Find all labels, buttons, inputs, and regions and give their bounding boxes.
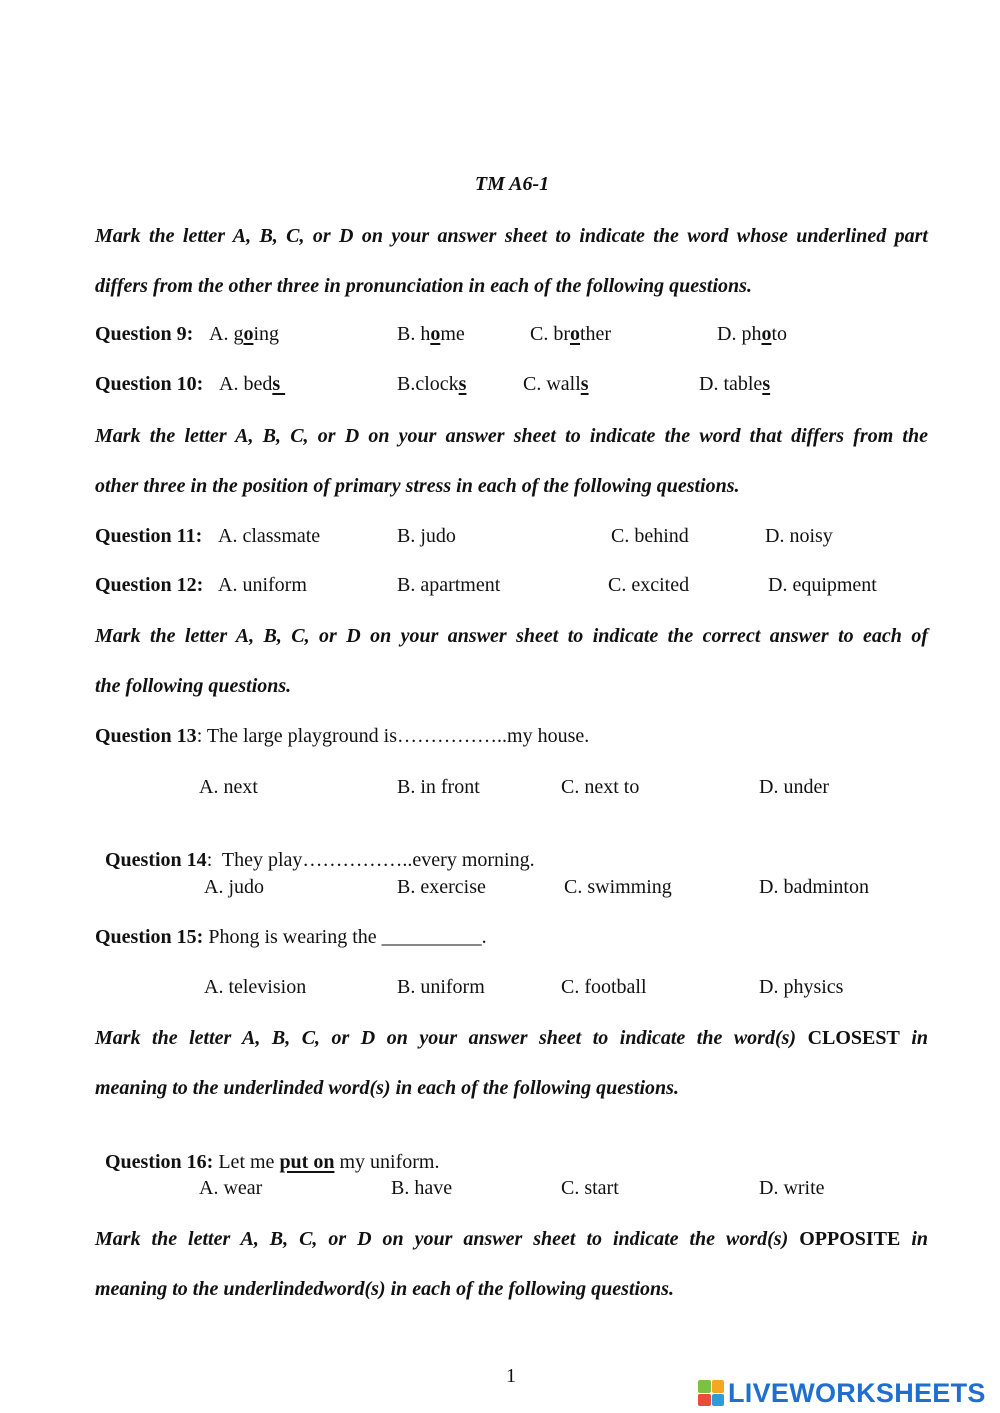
instruction-opposite-meaning — [95, 1227, 928, 1327]
question-15-options — [95, 975, 915, 1001]
question-16-options — [95, 1176, 915, 1202]
option-d[interactable]: D. photo — [717, 323, 788, 345]
instruction-correct-answer — [95, 624, 928, 724]
option-c[interactable]: C. next to — [561, 776, 640, 798]
instruction-line: other three in the position of primary stress in each of the following questions. — [95, 475, 740, 497]
question-label: Question 13 — [95, 725, 197, 747]
option-a[interactable]: A. wear — [199, 1177, 263, 1199]
option-b[interactable]: B. home — [397, 323, 465, 345]
instruction-line: Mark the letter A, B, C, or D on your answer sheet to indicate the word whose underlined part — [95, 225, 928, 247]
option-b[interactable]: B. have — [391, 1177, 453, 1199]
option-c[interactable]: C. start — [561, 1177, 619, 1199]
option-d[interactable]: D. noisy — [765, 525, 833, 547]
instruction-line: Mark the letter A, B, C, or D on your answer sheet to indicate the correct answer to each of — [95, 625, 928, 647]
liveworksheets-logo-icon — [698, 1380, 724, 1406]
option-a[interactable]: A. going — [209, 323, 280, 345]
worksheet-title: TM A6-1 — [474, 173, 550, 195]
option-c[interactable]: C. excited — [608, 574, 690, 596]
question-text: : The large playground is……………..my house. — [196, 725, 590, 747]
option-b[interactable]: B. apartment — [397, 574, 501, 596]
option-b[interactable]: B. uniform — [397, 976, 485, 998]
instruction-line: Mark the letter A, B, C, or D on your answer sheet to indicate the word that differs from the — [95, 425, 928, 447]
option-c[interactable]: C. behind — [611, 525, 689, 547]
option-a[interactable]: A. television — [204, 976, 307, 998]
option-d[interactable]: D. physics — [759, 976, 844, 998]
question-label: Question 16: — [105, 1151, 214, 1173]
option-b[interactable]: B. in front — [397, 776, 480, 798]
question-label: Question 12: — [95, 574, 204, 596]
underlined-phrase: put on — [279, 1151, 335, 1173]
question-16: Question 16: Let me put on my uniform. — [105, 1151, 440, 1173]
instruction-line: the following questions. — [95, 675, 292, 697]
instruction-line: Mark the letter A, B, C, or D on your answer sheet to indicate the word(s) CLOSEST in — [95, 1027, 929, 1049]
logo-text: LIVEWORKSHEETS — [728, 1377, 986, 1408]
question-label: Question 11: — [95, 525, 203, 547]
question-9 — [95, 322, 915, 348]
option-d[interactable]: D. under — [759, 776, 829, 798]
option-b[interactable]: B. judo — [397, 525, 456, 547]
option-c[interactable]: C. football — [561, 976, 647, 998]
option-a[interactable]: A. uniform — [218, 574, 307, 596]
option-a[interactable]: A. next — [199, 776, 258, 798]
option-b[interactable]: B.clocks — [397, 373, 467, 395]
question-label: Question 15: — [95, 926, 204, 948]
instruction-pronunciation — [95, 224, 928, 324]
question-10 — [95, 372, 915, 398]
question-label: Question 9: — [95, 323, 194, 345]
option-d[interactable]: D. badminton — [759, 876, 869, 898]
option-d[interactable]: D. equipment — [768, 574, 877, 596]
question-label: Question 10: — [95, 373, 204, 395]
option-a[interactable]: A. judo — [204, 876, 264, 898]
question-text: : They play……………..every morning. — [206, 849, 535, 871]
option-c[interactable]: C. swimming — [564, 876, 672, 898]
option-d[interactable]: D. tables — [699, 373, 771, 395]
question-text: Phong is wearing the __________. — [203, 926, 487, 948]
option-c[interactable]: C. brother — [530, 323, 612, 345]
page-number: 1 — [506, 1365, 516, 1387]
instruction-line: differs from the other three in pronunciation in each of the following questions. — [95, 275, 752, 297]
instruction-line: meaning to the underlindedword(s) in each of the following questions. — [95, 1278, 674, 1300]
question-14-options — [95, 875, 915, 901]
instruction-stress — [95, 424, 928, 524]
question-13-options — [95, 775, 915, 801]
option-a[interactable]: A. beds — [219, 373, 286, 395]
question-11 — [95, 524, 915, 550]
instruction-line: Mark the letter A, B, C, or D on your answer sheet to indicate the word(s) OPPOSITE in — [95, 1228, 929, 1250]
question-14 — [95, 824, 535, 872]
option-d[interactable]: D. write — [759, 1177, 825, 1199]
instruction-closest-meaning — [95, 1026, 928, 1126]
question-label: Question 14 — [105, 849, 207, 871]
question-12 — [95, 573, 915, 599]
question-13 — [95, 724, 589, 748]
liveworksheets-logo[interactable] — [698, 1378, 986, 1408]
option-a[interactable]: A. classmate — [218, 525, 321, 547]
option-b[interactable]: B. exercise — [397, 876, 486, 898]
question-15 — [95, 925, 487, 949]
option-c[interactable]: C. walls — [523, 373, 589, 395]
instruction-line: meaning to the underlinded word(s) in each of the following questions. — [95, 1077, 679, 1099]
